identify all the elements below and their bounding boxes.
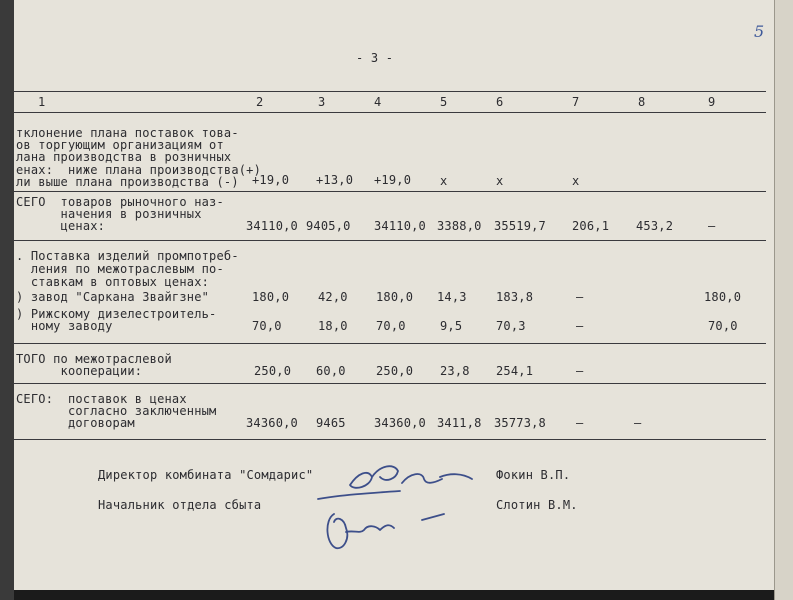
column-number-9: 9 xyxy=(708,95,716,109)
cell-value: 250,0 xyxy=(376,364,414,378)
sales-head-title: Начальник отдела сбыта xyxy=(98,498,262,512)
row-label-line: СЕГО: поставок в ценах xyxy=(16,392,187,406)
cell-value: 70,0 xyxy=(708,319,738,333)
header-bottom-rule xyxy=(14,112,766,113)
row-label-line: кооперации: xyxy=(16,364,143,378)
sales-head-name: Слотин В.М. xyxy=(496,498,578,512)
cell-value: 206,1 xyxy=(572,219,610,233)
cell-value: – xyxy=(576,364,584,378)
cell-value: х xyxy=(496,174,504,188)
column-number-2: 2 xyxy=(256,95,264,109)
cell-value: 250,0 xyxy=(254,364,292,378)
cell-value: 35773,8 xyxy=(494,416,546,430)
cell-value: 9465 xyxy=(316,416,346,430)
cell-value: +19,0 xyxy=(374,173,412,187)
row-divider xyxy=(14,191,766,192)
header-top-rule xyxy=(14,91,766,92)
column-number-5: 5 xyxy=(440,95,448,109)
row-label-line: ставкам в оптовых ценах: xyxy=(16,275,210,289)
row-label-line: енах: ниже плана производства(+) xyxy=(16,163,262,177)
column-number-1: 1 xyxy=(38,95,46,109)
column-number-4: 4 xyxy=(374,95,382,109)
cell-value: 23,8 xyxy=(440,364,470,378)
row-divider xyxy=(14,240,766,241)
row-label-line: тклонение плана поставок това- xyxy=(16,126,239,140)
cell-value: 9405,0 xyxy=(306,219,351,233)
column-number-3: 3 xyxy=(318,95,326,109)
cell-value: х xyxy=(440,174,448,188)
cell-value: 3411,8 xyxy=(437,416,482,430)
row-label-line: ления по межотраслевым по- xyxy=(16,262,224,276)
cell-value: 34360,0 xyxy=(246,416,298,430)
cell-value: – xyxy=(576,290,584,304)
cell-value: 35519,7 xyxy=(494,219,546,233)
row-label-line: СЕГО товаров рыночного наз- xyxy=(16,195,224,209)
adjacent-sheet-edge xyxy=(774,0,793,600)
cell-value: 18,0 xyxy=(318,319,348,333)
cell-value: х xyxy=(572,174,580,188)
cell-value: 70,0 xyxy=(376,319,406,333)
cell-value: 183,8 xyxy=(496,290,534,304)
handwritten-page-number: 5 xyxy=(754,22,765,41)
cell-value: – xyxy=(576,416,584,430)
cell-value: 42,0 xyxy=(318,290,348,304)
cell-value: – xyxy=(576,319,584,333)
cell-value: 180,0 xyxy=(376,290,414,304)
cell-value: 14,3 xyxy=(437,290,467,304)
cell-value: 180,0 xyxy=(704,290,742,304)
column-number-7: 7 xyxy=(572,95,580,109)
sales-head-signature xyxy=(320,500,460,560)
row-label-line: ценах: xyxy=(16,219,106,233)
director-name: Фокин В.П. xyxy=(496,468,571,482)
cell-value: – xyxy=(708,219,716,233)
row-label-line: ли выше плана производства (-) xyxy=(16,175,239,189)
column-number-8: 8 xyxy=(638,95,646,109)
row-divider xyxy=(14,383,766,384)
row-label-line: ) Рижскому дизелестроитель- xyxy=(16,307,217,321)
cell-value: – xyxy=(634,416,642,430)
row-label-line: договорам xyxy=(16,416,135,430)
cell-value: 60,0 xyxy=(316,364,346,378)
row-label-line: начения в розничных xyxy=(16,207,202,221)
cell-value: 34110,0 xyxy=(246,219,298,233)
row-label-line: ТОГО по межотраслевой xyxy=(16,352,172,366)
cell-value: 34110,0 xyxy=(374,219,426,233)
row-label-line: ному заводу xyxy=(16,319,113,333)
row-label-line: ) завод "Саркана Звайгзне" xyxy=(16,290,210,304)
row-label-line: . Поставка изделий промпотреб- xyxy=(16,249,239,263)
cell-value: 453,2 xyxy=(636,219,674,233)
cell-value: 70,0 xyxy=(252,319,282,333)
cell-value: 180,0 xyxy=(252,290,290,304)
cell-value: 9,5 xyxy=(440,319,463,333)
cell-value: 70,3 xyxy=(496,319,526,333)
row-label-line: лана производства в розничных xyxy=(16,150,232,164)
row-label-line: согласно заключенным xyxy=(16,404,217,418)
cell-value: +19,0 xyxy=(252,173,290,187)
column-number-6: 6 xyxy=(496,95,504,109)
cell-value: 254,1 xyxy=(496,364,534,378)
cell-value: +13,0 xyxy=(316,173,354,187)
cell-value: 3388,0 xyxy=(437,219,482,233)
page-mark: - 3 - xyxy=(356,51,394,65)
row-label-line: ов торгующим организациям от xyxy=(16,138,224,152)
binding-edge xyxy=(0,0,14,600)
row-divider xyxy=(14,343,766,344)
table-bottom-rule xyxy=(14,439,766,440)
cell-value: 34360,0 xyxy=(374,416,426,430)
director-title: Директор комбината "Сомдарис" xyxy=(98,468,314,482)
